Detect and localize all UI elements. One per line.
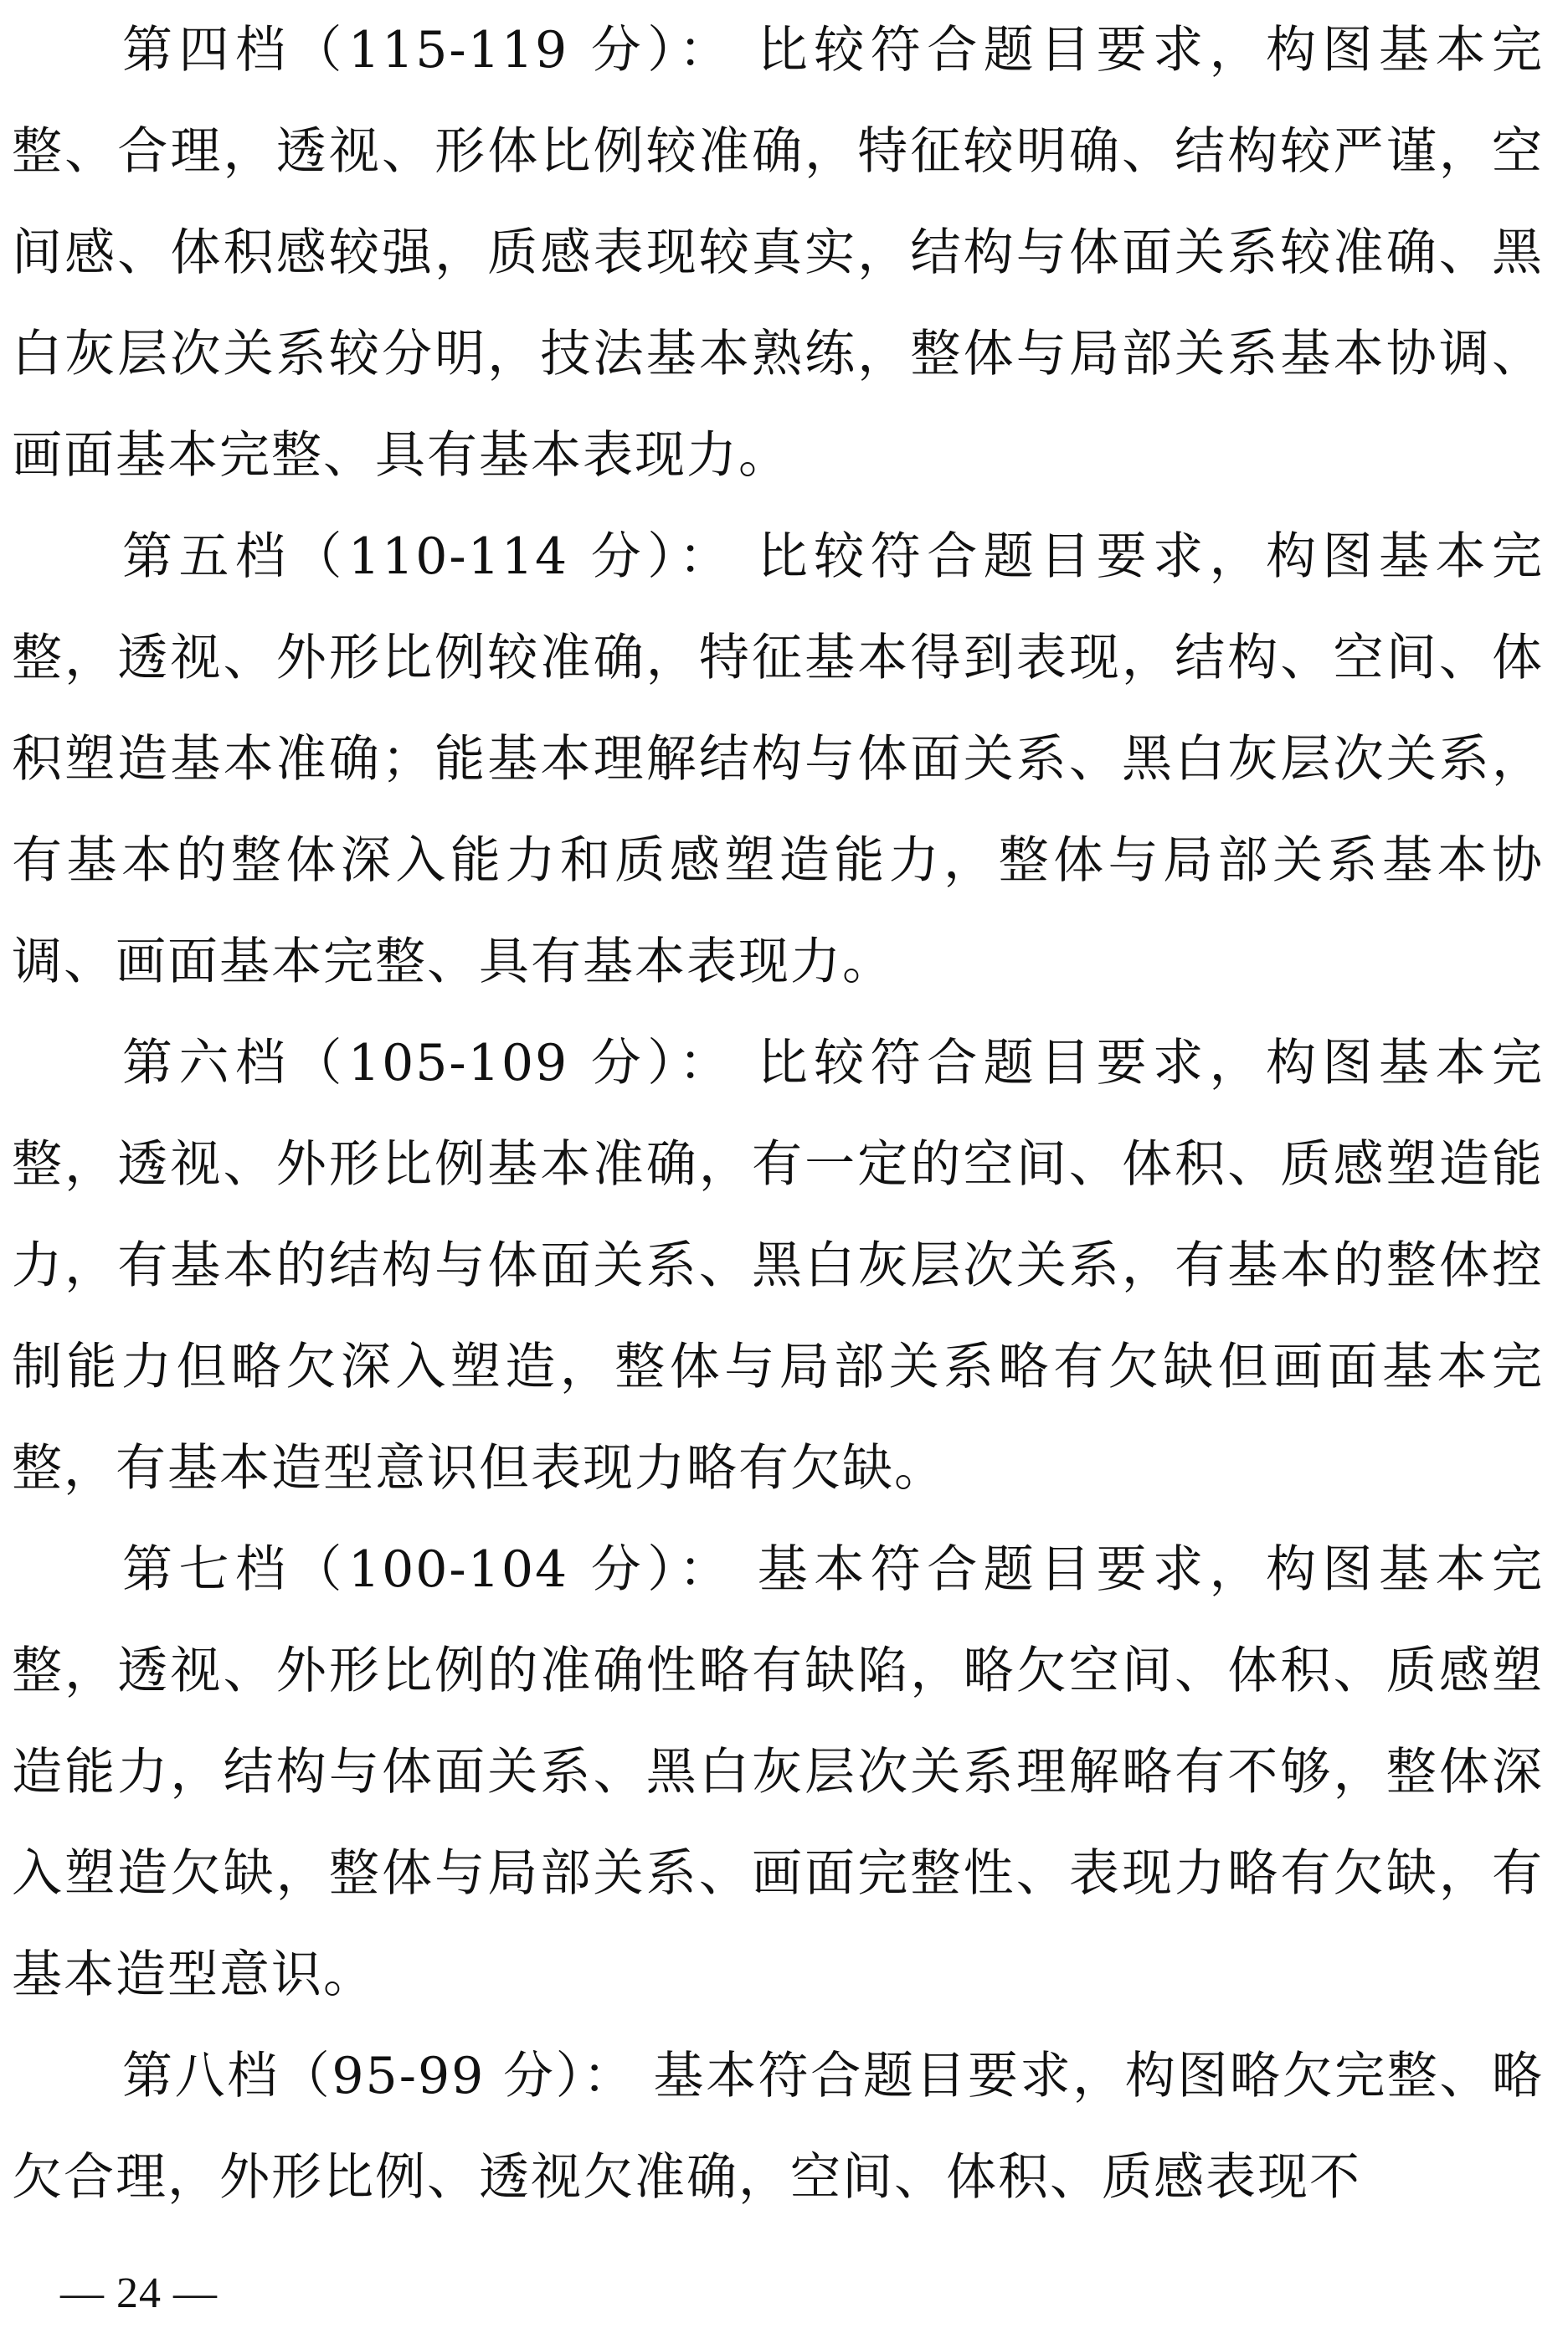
paragraph-grade-6 bbox=[12, 1013, 1544, 1519]
grade-label: 第七档（100-104 分）： bbox=[122, 1540, 736, 1599]
document-body bbox=[12, 0, 1544, 2228]
grade-description: 基本符合题目要求，构图略欠完整、略欠合理，外形比例、透视欠准确，空间、体积、质感表现不 bbox=[12, 2047, 1544, 2207]
paragraph-grade-4 bbox=[12, 0, 1544, 506]
page-number: — 24 — bbox=[60, 2269, 218, 2317]
grade-description: 基本符合题目要求，构图基本完整，透视、外形比例的准确性略有缺陷，略欠空间、体积、质感塑造能力，结构与体面关系、黑白灰层次关系理解略有不够，整体深入塑造欠缺，整体与局部关系、画面完整性、表现力略有欠缺，有基本造型意识。 bbox=[12, 1540, 1544, 2004]
grade-label: 第六档（105-109 分）： bbox=[122, 1034, 736, 1092]
paragraph-grade-8 bbox=[12, 2026, 1544, 2228]
grade-label: 第八档（95-99 分）： bbox=[122, 2047, 635, 2105]
grade-description: 比较符合题目要求，构图基本完整，透视、外形比例较准确，特征基本得到表现，结构、空间、体积塑造基本准确；能基本理解结构与体面关系、黑白灰层次关系，有基本的整体深入能力和质感塑造能力，整体与局部关系基本协调、画面基本完整、具有基本表现力。 bbox=[12, 527, 1544, 991]
paragraph-grade-7 bbox=[12, 1519, 1544, 2026]
grade-description: 比较符合题目要求，构图基本完整，透视、外形比例基本准确，有一定的空间、体积、质感塑造能力，有基本的结构与体面关系、黑白灰层次关系，有基本的整体控制能力但略欠深入塑造，整体与局部关系略有欠缺但画面基本完整，有基本造型意识但表现力略有欠缺。 bbox=[12, 1034, 1544, 1498]
grade-description: 比较符合题目要求，构图基本完整、合理，透视、形体比例较准确，特征较明确、结构较严谨，空间感、体积感较强，质感表现较真实，结构与体面关系较准确、黑白灰层次关系较分明，技法基本熟练，整体与局部关系基本协调、画面基本完整、具有基本表现力。 bbox=[12, 21, 1544, 485]
paragraph-grade-5 bbox=[12, 506, 1544, 1013]
grade-label: 第五档（110-114 分）： bbox=[122, 527, 736, 586]
grade-label: 第四档（115-119 分）： bbox=[122, 21, 736, 80]
